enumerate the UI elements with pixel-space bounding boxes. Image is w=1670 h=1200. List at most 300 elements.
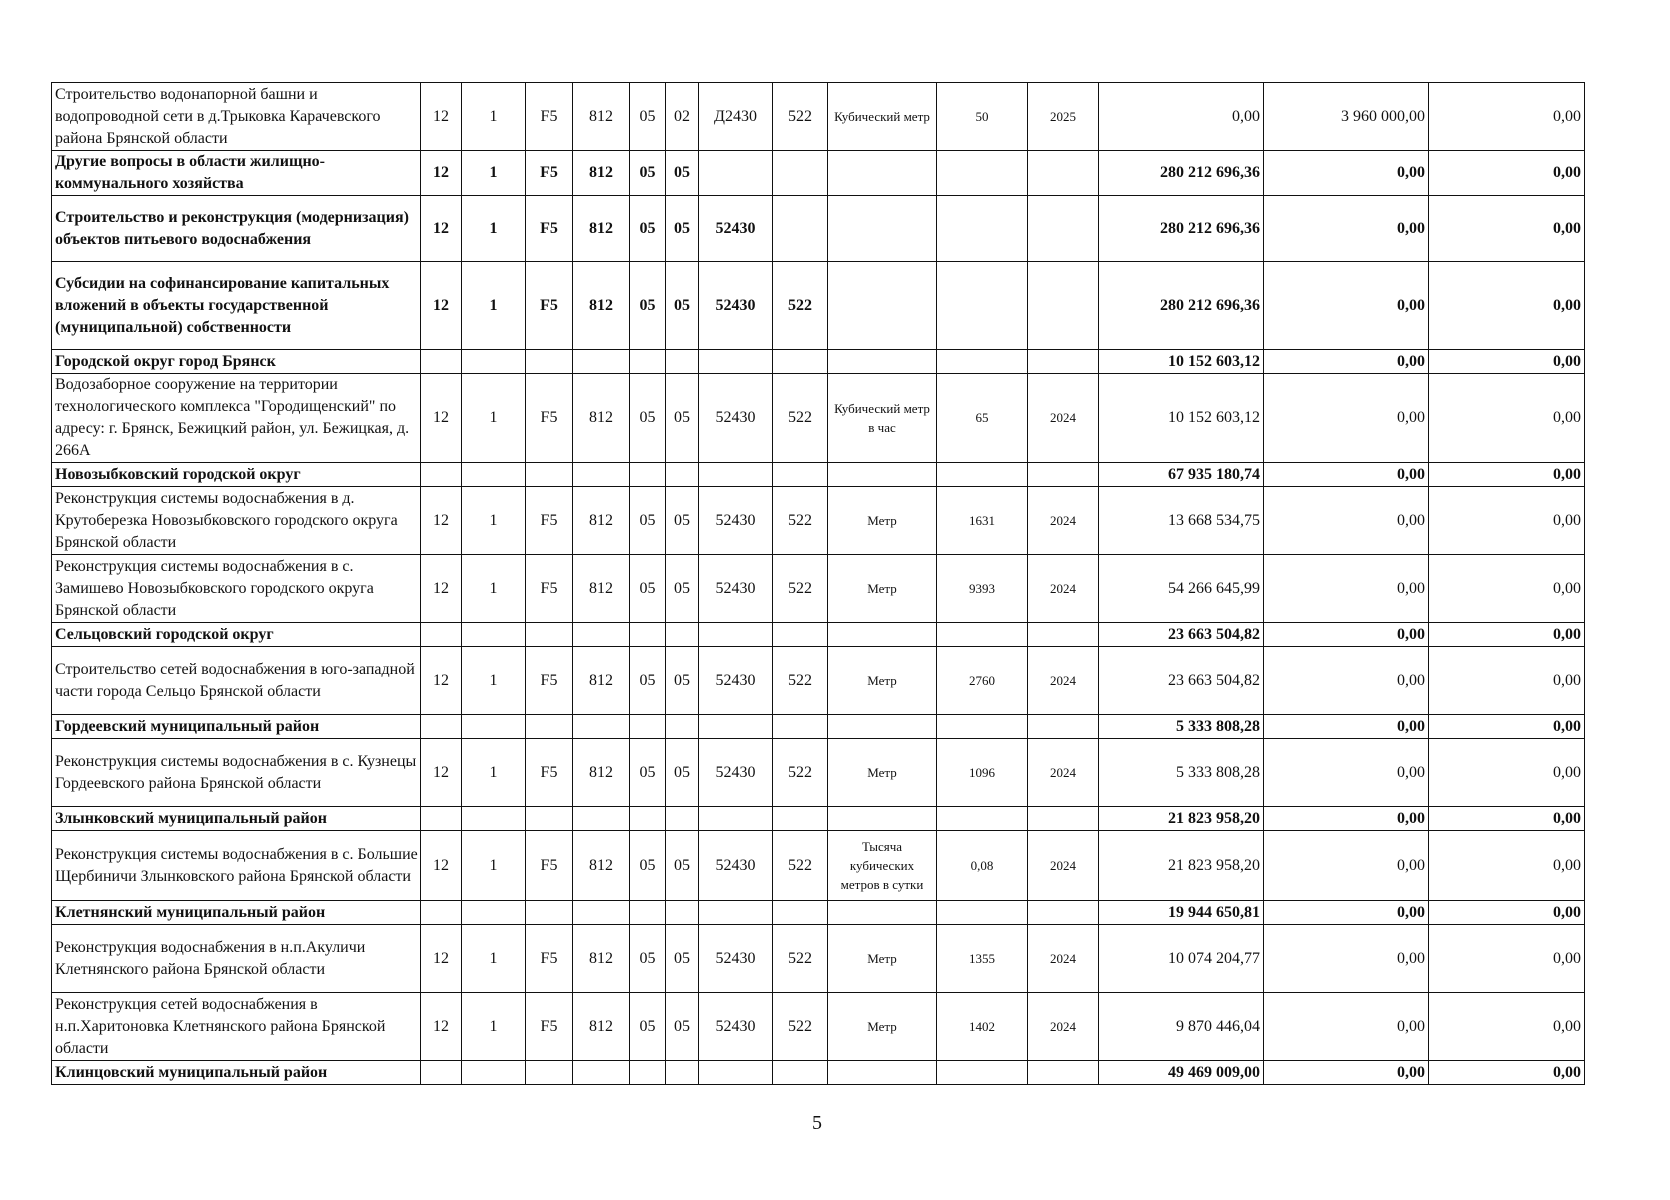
cell-v2: 0,00 bbox=[1264, 487, 1429, 555]
cell-name: Реконструкция системы водоснабжения в с. Замишево Новозыбковского городского округа Брянской области bbox=[52, 555, 421, 623]
cell-code: 52430 bbox=[699, 831, 773, 901]
cell-c2 bbox=[462, 350, 526, 374]
cell-c6: 05 bbox=[666, 374, 699, 463]
cell-v2: 0,00 bbox=[1264, 715, 1429, 739]
cell-c6 bbox=[666, 715, 699, 739]
cell-year bbox=[1028, 807, 1099, 831]
cell-year bbox=[1028, 1061, 1099, 1085]
cell-c1: 12 bbox=[421, 374, 462, 463]
cell-v1: 67 935 180,74 bbox=[1099, 463, 1264, 487]
cell-c3: F5 bbox=[526, 374, 573, 463]
cell-year bbox=[1028, 151, 1099, 196]
cell-power bbox=[937, 350, 1028, 374]
cell-v2: 0,00 bbox=[1264, 901, 1429, 925]
cell-power: 65 bbox=[937, 374, 1028, 463]
table-row bbox=[52, 993, 1585, 1061]
cell-year bbox=[1028, 196, 1099, 262]
cell-c4: 812 bbox=[573, 262, 630, 350]
cell-v1: 23 663 504,82 bbox=[1099, 623, 1264, 647]
cell-c3: F5 bbox=[526, 993, 573, 1061]
cell-c2 bbox=[462, 715, 526, 739]
cell-c1: 12 bbox=[421, 196, 462, 262]
cell-year: 2024 bbox=[1028, 739, 1099, 807]
cell-c5: 05 bbox=[630, 831, 666, 901]
cell-c1 bbox=[421, 1061, 462, 1085]
section-row bbox=[52, 196, 1585, 262]
cell-vr bbox=[773, 1061, 828, 1085]
cell-c4 bbox=[573, 807, 630, 831]
cell-v3: 0,00 bbox=[1429, 993, 1585, 1061]
cell-c2: 1 bbox=[462, 831, 526, 901]
cell-name: Реконструкция системы водоснабжения в с. Большие Щербиничи Злынковского района Брянской области bbox=[52, 831, 421, 901]
cell-v1: 10 074 204,77 bbox=[1099, 925, 1264, 993]
cell-unit: Метр bbox=[828, 739, 937, 807]
cell-v3: 0,00 bbox=[1429, 463, 1585, 487]
cell-v3: 0,00 bbox=[1429, 262, 1585, 350]
cell-c6: 05 bbox=[666, 831, 699, 901]
cell-c5: 05 bbox=[630, 196, 666, 262]
cell-power: 9393 bbox=[937, 555, 1028, 623]
cell-c4: 812 bbox=[573, 993, 630, 1061]
table-body bbox=[52, 83, 1585, 1085]
cell-vr: 522 bbox=[773, 83, 828, 151]
cell-v1: 0,00 bbox=[1099, 83, 1264, 151]
cell-name: Гордеевский муниципальный район bbox=[52, 715, 421, 739]
cell-c5 bbox=[630, 807, 666, 831]
cell-c1 bbox=[421, 463, 462, 487]
cell-unit: Тысяча кубических метров в сутки bbox=[828, 831, 937, 901]
cell-c5: 05 bbox=[630, 83, 666, 151]
cell-name: Водозаборное сооружение на территории технологического комплекса "Городищенский" по адресу: г. Брянск, Бежицкий район, ул. Бежицкая, д. 266А bbox=[52, 374, 421, 463]
cell-c1: 12 bbox=[421, 993, 462, 1061]
cell-c3 bbox=[526, 1061, 573, 1085]
cell-v2: 0,00 bbox=[1264, 993, 1429, 1061]
cell-v2: 0,00 bbox=[1264, 262, 1429, 350]
cell-c5: 05 bbox=[630, 262, 666, 350]
cell-c6: 05 bbox=[666, 196, 699, 262]
cell-power: 1355 bbox=[937, 925, 1028, 993]
cell-v3: 0,00 bbox=[1429, 151, 1585, 196]
cell-power bbox=[937, 1061, 1028, 1085]
cell-v2: 3 960 000,00 bbox=[1264, 83, 1429, 151]
cell-c6: 02 bbox=[666, 83, 699, 151]
cell-c5 bbox=[630, 463, 666, 487]
cell-c4: 812 bbox=[573, 151, 630, 196]
cell-c5 bbox=[630, 350, 666, 374]
cell-unit: Метр bbox=[828, 993, 937, 1061]
cell-c3: F5 bbox=[526, 925, 573, 993]
cell-c4: 812 bbox=[573, 487, 630, 555]
cell-year bbox=[1028, 262, 1099, 350]
cell-unit: Метр bbox=[828, 925, 937, 993]
cell-c3: F5 bbox=[526, 739, 573, 807]
table-row bbox=[52, 831, 1585, 901]
cell-vr: 522 bbox=[773, 647, 828, 715]
district-row bbox=[52, 901, 1585, 925]
budget-table-sheet bbox=[51, 82, 1584, 1085]
cell-year bbox=[1028, 463, 1099, 487]
section-row bbox=[52, 151, 1585, 196]
cell-code bbox=[699, 715, 773, 739]
cell-power bbox=[937, 623, 1028, 647]
cell-power: 50 bbox=[937, 83, 1028, 151]
cell-name: Строительство и реконструкция (модернизация) объектов питьевого водоснабжения bbox=[52, 196, 421, 262]
cell-c5: 05 bbox=[630, 374, 666, 463]
cell-vr: 522 bbox=[773, 831, 828, 901]
cell-c1: 12 bbox=[421, 555, 462, 623]
cell-unit: Метр bbox=[828, 487, 937, 555]
cell-c3: F5 bbox=[526, 831, 573, 901]
cell-vr bbox=[773, 151, 828, 196]
cell-code: 52430 bbox=[699, 487, 773, 555]
cell-vr bbox=[773, 350, 828, 374]
cell-c4 bbox=[573, 715, 630, 739]
table-row bbox=[52, 739, 1585, 807]
cell-v3: 0,00 bbox=[1429, 739, 1585, 807]
cell-c4 bbox=[573, 623, 630, 647]
cell-v1: 10 152 603,12 bbox=[1099, 374, 1264, 463]
cell-year bbox=[1028, 901, 1099, 925]
cell-c6 bbox=[666, 1061, 699, 1085]
cell-v1: 5 333 808,28 bbox=[1099, 739, 1264, 807]
cell-v3: 0,00 bbox=[1429, 374, 1585, 463]
cell-c1 bbox=[421, 623, 462, 647]
cell-name: Строительство водонапорной башни и водопроводной сети в д.Трыковка Карачевского района Брянской области bbox=[52, 83, 421, 151]
cell-name: Реконструкция системы водоснабжения в д. Крутоберезка Новозыбковского городского округа Брянской области bbox=[52, 487, 421, 555]
cell-c3 bbox=[526, 807, 573, 831]
cell-c2: 1 bbox=[462, 555, 526, 623]
cell-year: 2024 bbox=[1028, 487, 1099, 555]
cell-unit: Кубический метр в час bbox=[828, 374, 937, 463]
cell-unit bbox=[828, 623, 937, 647]
cell-v2: 0,00 bbox=[1264, 196, 1429, 262]
cell-unit: Кубический метр bbox=[828, 83, 937, 151]
cell-c3: F5 bbox=[526, 151, 573, 196]
cell-c5 bbox=[630, 715, 666, 739]
cell-power: 1402 bbox=[937, 993, 1028, 1061]
cell-v2: 0,00 bbox=[1264, 1061, 1429, 1085]
cell-power bbox=[937, 901, 1028, 925]
cell-v1: 49 469 009,00 bbox=[1099, 1061, 1264, 1085]
cell-unit bbox=[828, 262, 937, 350]
cell-vr bbox=[773, 901, 828, 925]
cell-v1: 280 212 696,36 bbox=[1099, 196, 1264, 262]
cell-c5: 05 bbox=[630, 151, 666, 196]
cell-unit bbox=[828, 350, 937, 374]
cell-c6: 05 bbox=[666, 647, 699, 715]
cell-power: 0,08 bbox=[937, 831, 1028, 901]
cell-name: Клетнянский муниципальный район bbox=[52, 901, 421, 925]
district-row bbox=[52, 623, 1585, 647]
cell-year: 2024 bbox=[1028, 647, 1099, 715]
cell-name: Реконструкция системы водоснабжения в с. Кузнецы Гордеевского района Брянской области bbox=[52, 739, 421, 807]
cell-v3: 0,00 bbox=[1429, 350, 1585, 374]
cell-c1 bbox=[421, 807, 462, 831]
cell-c1: 12 bbox=[421, 83, 462, 151]
cell-v2: 0,00 bbox=[1264, 925, 1429, 993]
cell-code: 52430 bbox=[699, 993, 773, 1061]
cell-code: 52430 bbox=[699, 739, 773, 807]
cell-name: Злынковский муниципальный район bbox=[52, 807, 421, 831]
cell-c3: F5 bbox=[526, 196, 573, 262]
cell-c4: 812 bbox=[573, 925, 630, 993]
cell-c2 bbox=[462, 1061, 526, 1085]
cell-code: 52430 bbox=[699, 196, 773, 262]
cell-v2: 0,00 bbox=[1264, 831, 1429, 901]
cell-unit bbox=[828, 1061, 937, 1085]
cell-name: Строительство сетей водоснабжения в юго-западной части города Сельцо Брянской области bbox=[52, 647, 421, 715]
cell-vr: 522 bbox=[773, 993, 828, 1061]
cell-unit bbox=[828, 151, 937, 196]
cell-code bbox=[699, 1061, 773, 1085]
cell-c6 bbox=[666, 901, 699, 925]
cell-c2: 1 bbox=[462, 374, 526, 463]
cell-code bbox=[699, 463, 773, 487]
cell-code bbox=[699, 807, 773, 831]
cell-c2 bbox=[462, 901, 526, 925]
cell-c2: 1 bbox=[462, 993, 526, 1061]
cell-c2 bbox=[462, 623, 526, 647]
cell-c2: 1 bbox=[462, 196, 526, 262]
cell-v3: 0,00 bbox=[1429, 647, 1585, 715]
cell-v2: 0,00 bbox=[1264, 739, 1429, 807]
cell-power bbox=[937, 807, 1028, 831]
cell-year bbox=[1028, 623, 1099, 647]
cell-c2: 1 bbox=[462, 262, 526, 350]
cell-c6 bbox=[666, 807, 699, 831]
cell-vr: 522 bbox=[773, 925, 828, 993]
cell-c4: 812 bbox=[573, 739, 630, 807]
cell-c3 bbox=[526, 623, 573, 647]
cell-unit bbox=[828, 901, 937, 925]
cell-year bbox=[1028, 715, 1099, 739]
cell-year: 2025 bbox=[1028, 83, 1099, 151]
cell-c3: F5 bbox=[526, 487, 573, 555]
cell-vr bbox=[773, 807, 828, 831]
district-row bbox=[52, 463, 1585, 487]
cell-c3 bbox=[526, 715, 573, 739]
cell-year bbox=[1028, 350, 1099, 374]
cell-name: Городской округ город Брянск bbox=[52, 350, 421, 374]
cell-power bbox=[937, 715, 1028, 739]
cell-c3: F5 bbox=[526, 555, 573, 623]
cell-code bbox=[699, 901, 773, 925]
cell-c4: 812 bbox=[573, 555, 630, 623]
cell-c1: 12 bbox=[421, 487, 462, 555]
cell-code bbox=[699, 623, 773, 647]
cell-c5: 05 bbox=[630, 739, 666, 807]
cell-vr: 522 bbox=[773, 739, 828, 807]
cell-c1 bbox=[421, 715, 462, 739]
cell-v3: 0,00 bbox=[1429, 196, 1585, 262]
cell-vr: 522 bbox=[773, 262, 828, 350]
cell-c3 bbox=[526, 901, 573, 925]
cell-c5 bbox=[630, 901, 666, 925]
cell-v2: 0,00 bbox=[1264, 555, 1429, 623]
cell-v2: 0,00 bbox=[1264, 623, 1429, 647]
cell-c2: 1 bbox=[462, 151, 526, 196]
cell-c3: F5 bbox=[526, 647, 573, 715]
cell-code: 52430 bbox=[699, 555, 773, 623]
cell-v1: 280 212 696,36 bbox=[1099, 262, 1264, 350]
table-row bbox=[52, 925, 1585, 993]
section-row bbox=[52, 262, 1585, 350]
cell-v1: 19 944 650,81 bbox=[1099, 901, 1264, 925]
cell-v2: 0,00 bbox=[1264, 350, 1429, 374]
cell-c4 bbox=[573, 463, 630, 487]
cell-c3: F5 bbox=[526, 83, 573, 151]
cell-c1: 12 bbox=[421, 925, 462, 993]
cell-c2 bbox=[462, 807, 526, 831]
cell-vr bbox=[773, 623, 828, 647]
cell-name: Реконструкция водоснабжения в н.п.Акуличи Клетнянского района Брянской области bbox=[52, 925, 421, 993]
cell-c1 bbox=[421, 350, 462, 374]
cell-c6: 05 bbox=[666, 993, 699, 1061]
cell-c6: 05 bbox=[666, 487, 699, 555]
cell-power bbox=[937, 262, 1028, 350]
cell-year: 2024 bbox=[1028, 925, 1099, 993]
cell-year: 2024 bbox=[1028, 374, 1099, 463]
cell-v3: 0,00 bbox=[1429, 831, 1585, 901]
cell-c6: 05 bbox=[666, 925, 699, 993]
cell-unit bbox=[828, 463, 937, 487]
cell-c1: 12 bbox=[421, 151, 462, 196]
cell-vr bbox=[773, 463, 828, 487]
cell-c6: 05 bbox=[666, 151, 699, 196]
cell-v1: 13 668 534,75 bbox=[1099, 487, 1264, 555]
cell-c2: 1 bbox=[462, 83, 526, 151]
cell-name: Сельцовский городской округ bbox=[52, 623, 421, 647]
cell-code: 52430 bbox=[699, 262, 773, 350]
cell-vr: 522 bbox=[773, 555, 828, 623]
cell-vr: 522 bbox=[773, 487, 828, 555]
cell-code bbox=[699, 151, 773, 196]
cell-c2 bbox=[462, 463, 526, 487]
cell-vr: 522 bbox=[773, 374, 828, 463]
cell-c5: 05 bbox=[630, 555, 666, 623]
district-row bbox=[52, 350, 1585, 374]
cell-c5 bbox=[630, 623, 666, 647]
cell-name: Новозыбковский городской округ bbox=[52, 463, 421, 487]
cell-power bbox=[937, 196, 1028, 262]
cell-c3 bbox=[526, 463, 573, 487]
cell-v1: 23 663 504,82 bbox=[1099, 647, 1264, 715]
cell-code bbox=[699, 350, 773, 374]
cell-v1: 21 823 958,20 bbox=[1099, 807, 1264, 831]
cell-power: 1631 bbox=[937, 487, 1028, 555]
cell-name: Субсидии на софинансирование капитальных вложений в объекты государственной (муниципальной) собственности bbox=[52, 262, 421, 350]
cell-power: 2760 bbox=[937, 647, 1028, 715]
cell-v3: 0,00 bbox=[1429, 487, 1585, 555]
cell-c2: 1 bbox=[462, 925, 526, 993]
cell-v3: 0,00 bbox=[1429, 555, 1585, 623]
cell-v3: 0,00 bbox=[1429, 623, 1585, 647]
cell-v3: 0,00 bbox=[1429, 83, 1585, 151]
cell-unit bbox=[828, 196, 937, 262]
cell-power bbox=[937, 151, 1028, 196]
table-row bbox=[52, 487, 1585, 555]
cell-code: 52430 bbox=[699, 925, 773, 993]
cell-name: Другие вопросы в области жилищно-коммунального хозяйства bbox=[52, 151, 421, 196]
cell-v2: 0,00 bbox=[1264, 374, 1429, 463]
cell-c4 bbox=[573, 901, 630, 925]
cell-v1: 5 333 808,28 bbox=[1099, 715, 1264, 739]
cell-v2: 0,00 bbox=[1264, 807, 1429, 831]
cell-c6: 05 bbox=[666, 262, 699, 350]
cell-v1: 54 266 645,99 bbox=[1099, 555, 1264, 623]
cell-year: 2024 bbox=[1028, 555, 1099, 623]
cell-c4: 812 bbox=[573, 831, 630, 901]
cell-c1: 12 bbox=[421, 262, 462, 350]
district-row bbox=[52, 807, 1585, 831]
cell-code: 52430 bbox=[699, 647, 773, 715]
cell-v1: 9 870 446,04 bbox=[1099, 993, 1264, 1061]
table-row bbox=[52, 555, 1585, 623]
cell-c4: 812 bbox=[573, 196, 630, 262]
cell-c3 bbox=[526, 350, 573, 374]
cell-c6 bbox=[666, 463, 699, 487]
cell-vr bbox=[773, 715, 828, 739]
cell-c4 bbox=[573, 350, 630, 374]
cell-c4 bbox=[573, 1061, 630, 1085]
cell-c5: 05 bbox=[630, 993, 666, 1061]
district-row bbox=[52, 1061, 1585, 1085]
cell-c6: 05 bbox=[666, 555, 699, 623]
page-number: 5 bbox=[812, 1112, 822, 1134]
cell-unit bbox=[828, 715, 937, 739]
table-row bbox=[52, 374, 1585, 463]
cell-code: 52430 bbox=[699, 374, 773, 463]
cell-c5: 05 bbox=[630, 487, 666, 555]
cell-c1: 12 bbox=[421, 647, 462, 715]
cell-c5 bbox=[630, 1061, 666, 1085]
cell-v2: 0,00 bbox=[1264, 647, 1429, 715]
cell-v3: 0,00 bbox=[1429, 807, 1585, 831]
cell-c2: 1 bbox=[462, 739, 526, 807]
cell-c2: 1 bbox=[462, 487, 526, 555]
cell-v1: 21 823 958,20 bbox=[1099, 831, 1264, 901]
cell-v3: 0,00 bbox=[1429, 715, 1585, 739]
cell-unit: Метр bbox=[828, 555, 937, 623]
cell-c1: 12 bbox=[421, 739, 462, 807]
cell-v1: 280 212 696,36 bbox=[1099, 151, 1264, 196]
cell-c2: 1 bbox=[462, 647, 526, 715]
cell-v3: 0,00 bbox=[1429, 901, 1585, 925]
cell-v2: 0,00 bbox=[1264, 151, 1429, 196]
cell-vr bbox=[773, 196, 828, 262]
table-row bbox=[52, 647, 1585, 715]
cell-c3: F5 bbox=[526, 262, 573, 350]
budget-table bbox=[51, 82, 1585, 1085]
cell-code: Д2430 bbox=[699, 83, 773, 151]
cell-c5: 05 bbox=[630, 925, 666, 993]
table-row bbox=[52, 83, 1585, 151]
cell-power: 1096 bbox=[937, 739, 1028, 807]
cell-name: Реконструкция сетей водоснабжения в н.п.Харитоновка Клетнянского района Брянской области bbox=[52, 993, 421, 1061]
cell-v3: 0,00 bbox=[1429, 1061, 1585, 1085]
cell-year: 2024 bbox=[1028, 831, 1099, 901]
cell-unit bbox=[828, 807, 937, 831]
cell-v2: 0,00 bbox=[1264, 463, 1429, 487]
cell-year: 2024 bbox=[1028, 993, 1099, 1061]
cell-c6 bbox=[666, 623, 699, 647]
cell-power bbox=[937, 463, 1028, 487]
cell-c6 bbox=[666, 350, 699, 374]
cell-c4: 812 bbox=[573, 647, 630, 715]
cell-c4: 812 bbox=[573, 83, 630, 151]
cell-v3: 0,00 bbox=[1429, 925, 1585, 993]
cell-c6: 05 bbox=[666, 739, 699, 807]
